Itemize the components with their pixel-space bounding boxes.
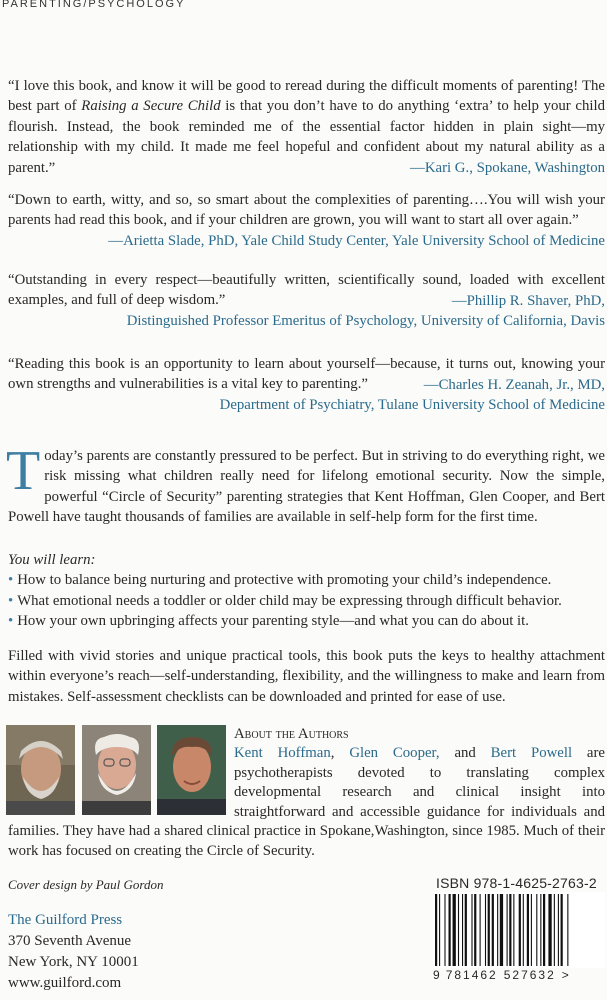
author-name-1: Kent Hoffman <box>234 745 331 761</box>
quote-1: “I love this book, and know it will be good to reread during the difficult moments of parenting! The best part of Raising a Secure Child is that you don’t have to do anything ‘extra’ to help your child flourish. Instead, the book reminded me of the essential factor hidden in plain sight—my relationship with my child. It made me feel hopeful and confident about my natural ability as a parent.” —Kari G., Spokane, Washington <box>8 76 605 178</box>
learn-heading: You will learn: <box>8 552 96 568</box>
publisher-address-2: New York, NY 10001 <box>8 954 139 970</box>
bullet-icon: • <box>8 613 14 630</box>
book-title: Raising a Secure Child <box>81 98 221 115</box>
author-name-3: Bert Powell <box>490 745 573 761</box>
description: Today’s parents are constantly pressured to be perfect. But in striving to do everything right, we risk missing what children really need for lifelong emotional security. Now the simple, powerful “Circle of Security” parenting strategies that Kent Hoffman, Glen Cooper, and Bert Powell have taught thousands of families are available in self-help form for the first time. <box>6 440 605 526</box>
bullet-icon: • <box>8 592 14 609</box>
bullet-icon: • <box>8 572 14 589</box>
quote-3-attribution-line2: Distinguished Professor Emeritus of Psychology, University of California, Davis <box>126 313 605 330</box>
quote-1-attribution: —Kari G., Spokane, Washington <box>410 160 605 177</box>
category-label: PARENTING/PSYCHOLOGY <box>2 0 186 10</box>
barcode-bars <box>433 892 605 968</box>
isbn-label: ISBN 978-1-4625-2763-2 <box>436 875 597 891</box>
quote-2-attribution: —Arietta Slade, PhD, Yale Child Study Center, Yale University School of Medicine <box>108 232 605 249</box>
publisher-name: The Guilford Press <box>8 912 123 928</box>
quote-3-attribution: —Phillip R. Shaver, PhD, <box>451 292 605 309</box>
publisher-address-1: 370 Seventh Avenue <box>8 933 132 949</box>
learn-item: • How to balance being nurturing and protective with promoting your child’s independence. <box>8 572 552 589</box>
author-name-2: Glen Cooper, <box>349 745 440 761</box>
learn-item: • What emotional needs a toddler or older child may be expressing through difficult behavior. <box>8 592 562 609</box>
quote-3: “Outstanding in every respect—beautifully written, scientifically sound, loaded with excellent examples, and full of deep wisdom.” —Phillip R. Shaver, PhD, Distinguished Professor Emeritus of Psychology, University of California, Davis <box>8 270 605 332</box>
publisher-website: www.guilford.com <box>8 975 122 991</box>
learn-item: • How your own upbringing affects your parenting style—and what you can do about it. <box>8 613 529 630</box>
cover-design-credit: Cover design by Paul Gordon <box>8 877 164 892</box>
about-heading-wrap <box>234 725 605 744</box>
quote-4-attribution-line2: Department of Psychiatry, Tulane University School of Medicine <box>219 397 605 414</box>
learn-section <box>8 550 605 632</box>
quote-4: “Reading this book is an opportunity to learn about yourself—because, it turns out, knowing your own strengths and vulnerabilities is a vital key to parenting.” —Charles H. Zeanah, Jr., MD, Department of Psychiatry, Tulane University School of Medicine <box>8 354 605 416</box>
about-heading: About the Authors <box>234 726 349 742</box>
barcode-digits: 9 781462 527632 > <box>433 968 569 982</box>
drop-cap: T <box>6 440 41 502</box>
publisher-block <box>8 910 139 994</box>
about-authors-text: Kent Hoffman, Glen Cooper, and Bert Powell are psychotherapists devoted to translating complex developmental research and clinical insight into straightforward and accessible guidance for individuals and families. They have had a shared clinical practice in Spokane,Washington, since 1985. Much of their work has focused on creating the Circle of Security. <box>8 745 605 859</box>
closing-paragraph: Filled with vivid stories and unique practical tools, this book puts the keys to healthy attachment within everyone’s reach—self-understanding, flexibility, and the willingness to make and learn from mistakes. Self-assessment checklists can be downloaded and printed for ease of use. <box>8 648 605 705</box>
barcode <box>433 892 605 968</box>
quote-2: “Down to earth, witty, and so, so smart about the complexities of parenting….You will wish your parents had read this book, and if your children are grown, you will want to start all over again.” —Arietta Slade, PhD, Yale Child Study Center, Yale University School of Medicine <box>8 190 605 251</box>
quote-4-attribution: —Charles H. Zeanah, Jr., MD, <box>423 376 605 393</box>
